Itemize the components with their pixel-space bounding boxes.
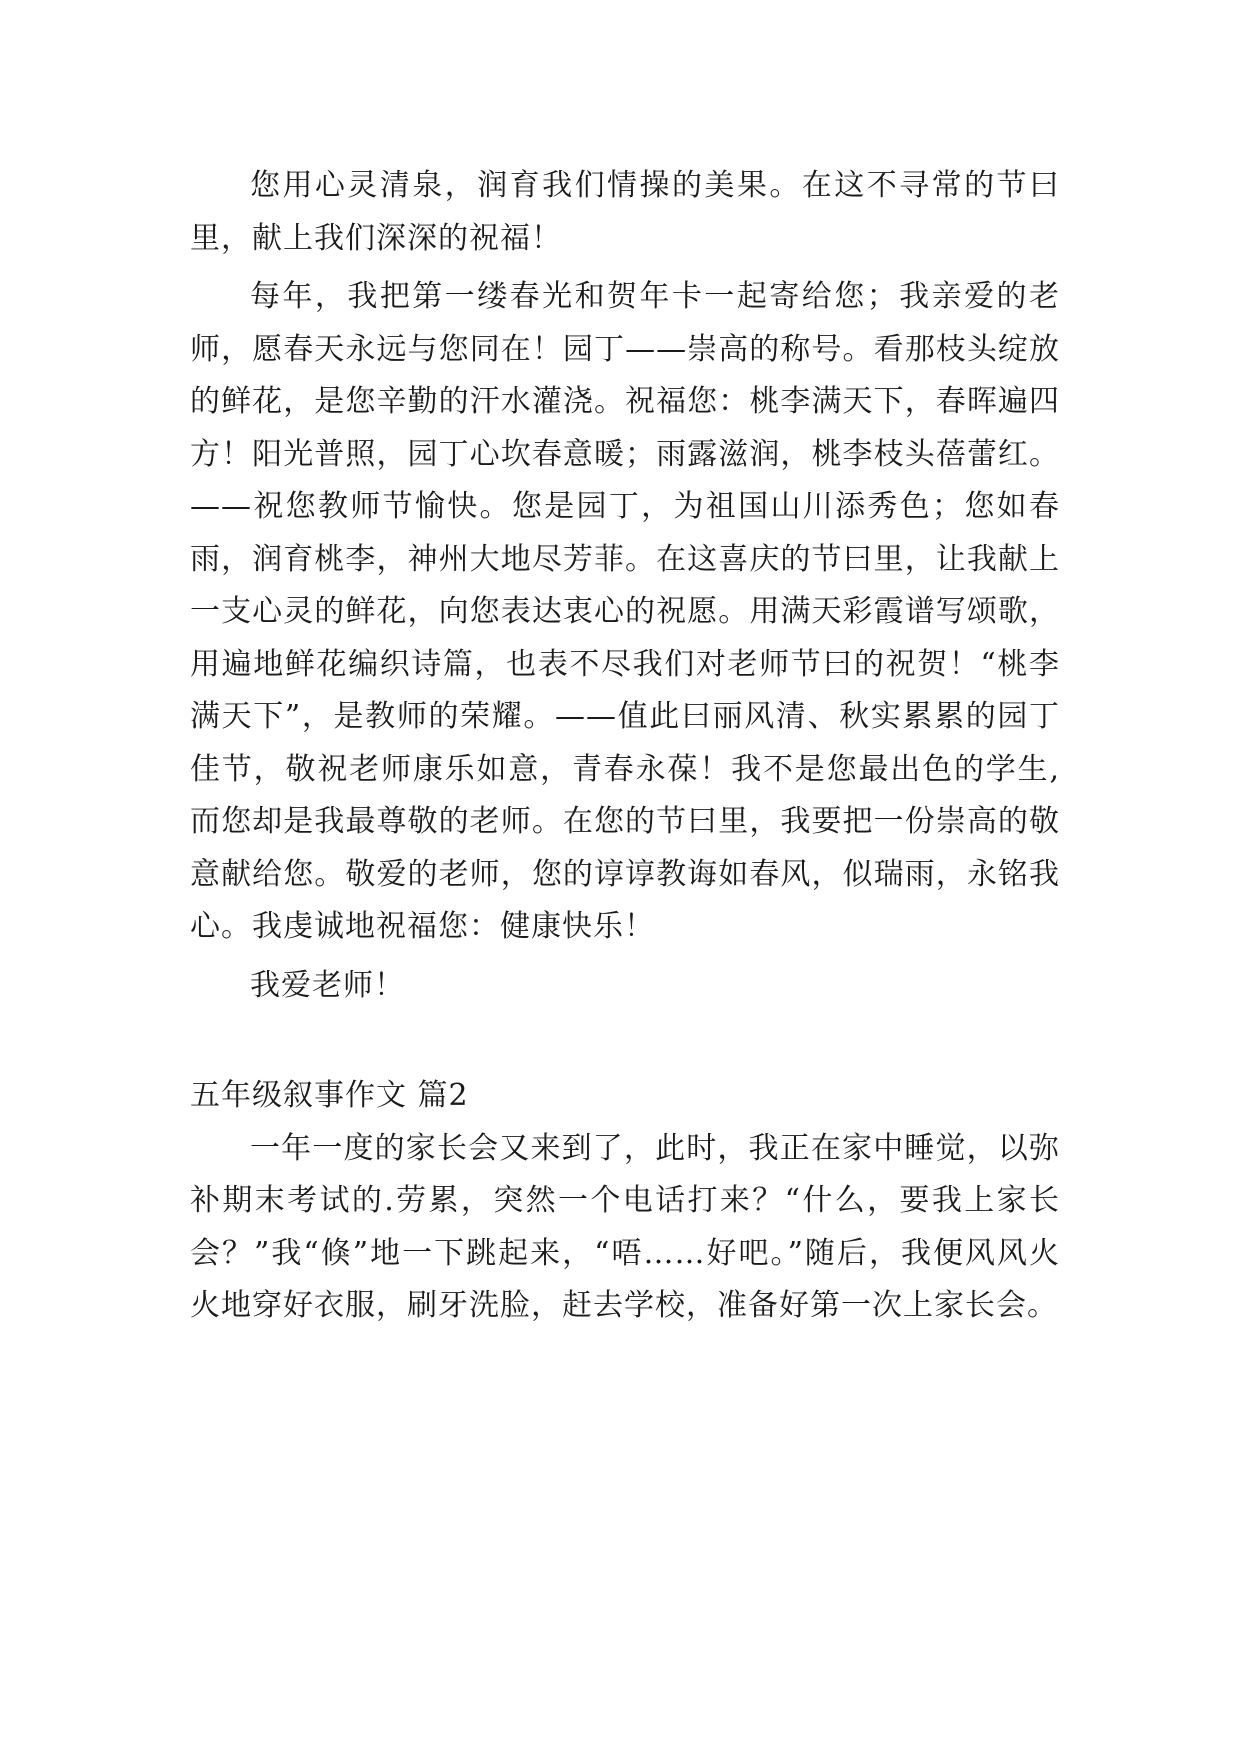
document-body	[190, 160, 1060, 1333]
paragraph-parent-meeting: 一年一度的家长会又来到了，此时，我正在家中睡觉，以弥补期末考试的.劳累，突然一个电话打来？“什么，要我上家长会？”我“倏”地一下跳起来，“唔……好吧。”随后，我便风风火火地穿好衣服，刷牙洗脸，赶去学校，准备好第一次上家长会。	[190, 1130, 1060, 1323]
section-heading: 五年级叙事作文 篇2	[190, 1078, 469, 1113]
paragraph-love-teacher: 我爱老师！	[250, 967, 405, 1003]
paragraph-blessing-intro: 您用心灵清泉，润育我们情操的美果。在这不寻常的节曰里，献上我们深深的祝福！	[190, 168, 1060, 256]
paragraph-teacher-blessings: 每年，我把第一缕春光和贺年卡一起寄给您；我亲爱的老师，愿春天永远与您同在！园丁——崇高的称号。看那枝头绽放的鲜花，是您辛勤的汗水灌浇。祝福您：桃李满天下，春晖遍四方！阳光普照，园丁心坎春意暖；雨露滋润，桃李枝头蓓蕾红。——祝您教师节愉快。您是园丁，为祖国山川添秀色；您如春雨，润育桃李，神州大地尽芳菲。在这喜庆的节曰里，让我献上一支心灵的鲜花，向您表达衷心的祝愿。用满天彩霞谱写颂歌，用遍地鲜花编织诗篇，也表不尽我们对老师节曰的祝贺！“桃李满天下”，是教师的荣耀。——值此曰丽风清、秋实累累的园丁佳节，敬祝老师康乐如意，青春永葆！我不是您最出色的学生,而您却是我最尊敬的老师。在您的节曰里，我要把一份崇高的敬意献给您。敬爱的老师，您的谆谆教诲如春风，似瑞雨，永铭我心。我虔诚地祝福您：健康快乐！	[190, 279, 1060, 944]
section-spacer	[190, 1012, 1060, 1070]
